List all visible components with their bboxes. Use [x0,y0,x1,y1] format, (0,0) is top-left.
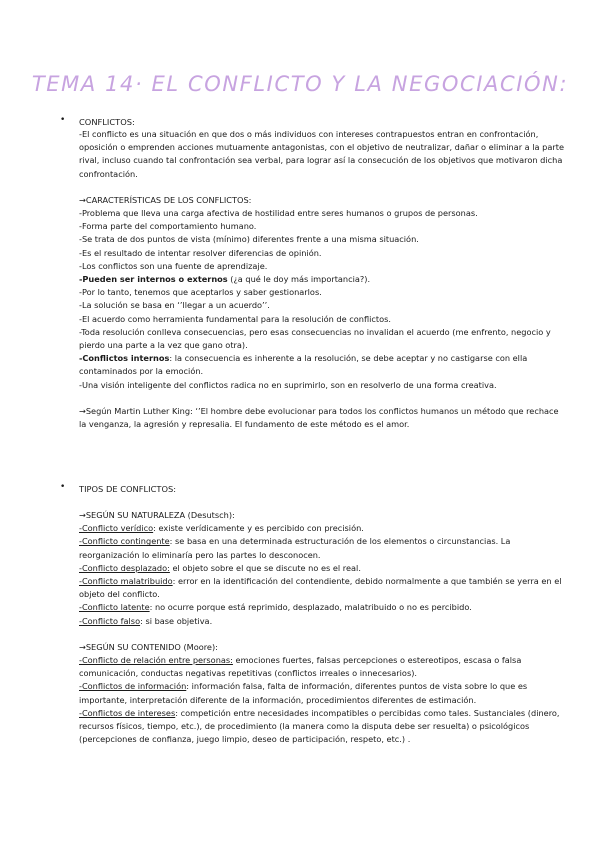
item-text: : si base objetiva. [140,615,213,626]
item-text: : información falsa, falta de información, diferentes puntos de vista sobre lo que es importante, interpretación diferente de la información, procedimientos diferentes de estimación. [79,681,528,705]
caracteristica-item: -Por lo tanto, tenemos que aceptarlos y saber gestionarlos. [79,287,322,298]
underlined-term: -Conflicto contingente [79,536,170,547]
underlined-term: -Conflicto malatribuido [79,576,173,587]
item-text: : la consecuencia es inherente a la resolución, se debe aceptar y no castigarse con ella contaminados por la emoción. [79,353,528,377]
item-text: : error en la identificación del contendiente, debido normalmente a que también se yerra en el objeto del conflicto. [79,576,562,600]
tipo-item [79,654,564,680]
underlined-term: -Conflicto latente [79,602,150,613]
tipos-body [79,509,564,746]
tipo-item [79,601,564,614]
caracteristica-item: -La solución se basa en ‘’llegar a un acuerdo’’. [79,300,270,311]
item-text: : competición entre necesidades incompatibles o percibidas como tales. Sustanciales (dinero, recursos físicos, tiempo, etc.), de procedimiento (la manera como la disputa debe ser resuelta) o psicológicos (percepciones de confianza, juego limpio, deseo de participación, respeto, etc.) . [79,707,560,745]
bullet-dot: • [60,115,66,125]
item-text: : no ocurre porque está reprimido, desplazado, malatribuido o no es percibido. [149,602,472,613]
naturaleza-heading: →SEGÚN SU NATURALEZA (Desutsch): [79,510,235,520]
caracteristica-item: -Una visión inteligente del conflictos radica no en suprimirlo, son en resolverlo de una forma creativa. [79,379,497,390]
conflictos-body [79,128,564,431]
tipo-item [79,707,564,747]
caracteristica-item: -Es el resultado de intentar resolver diferencias de opinión. [79,247,322,258]
tipo-item [79,562,564,575]
underlined-term: -Conflicto falso [79,615,141,626]
item-text: (¿a qué le doy más importancia?). [227,274,371,285]
caracteristica-item: -Forma parte del comportamiento humano. [79,221,257,232]
item-text: el objeto sobre el que se discute no es el real. [169,562,361,573]
mlk-quote: →Según Martin Luther King: ‘’El hombre debe evolucionar para todos los conflictos humanos un método que rechace la venganza, la agresión y represalia. El fundamento de este método es el amor. [79,405,559,430]
caracteristica-item [79,273,564,286]
tipo-item [79,522,564,535]
bullet-dot: • [60,482,66,492]
tipo-item [79,615,564,628]
underlined-term: -Conflictos de información [79,681,187,692]
item-text: emociones fuertes, falsas percepciones o estereotipos, escasa o falsa comunicación, conductas negativas repetitivas (conflictos irreales o innecesarios). [79,655,522,679]
page-title: TEMA 14· EL CONFLICTO Y LA NEGOCIACIÓN: [31,72,569,96]
tipo-item [79,535,564,561]
item-text: : existe verídicamente y es percibido con precisión. [153,523,364,534]
contenido-heading: →SEGÚN SU CONTENIDO (Moore): [79,641,218,652]
underlined-term: -Conflicto verídico [79,523,154,534]
caracteristicas-heading: →CARACTERÍSTICAS DE LOS CONFLICTOS: [79,194,252,205]
section-heading-tipos: TIPOS DE CONFLICTOS: [79,484,177,494]
tipo-item [79,680,564,706]
underlined-term: -Conflictos de intereses [79,707,176,718]
caracteristica-item: -El acuerdo como herramienta fundamental para la resolución de conflictos. [79,313,391,324]
tipo-item [79,575,564,601]
caracteristica-item: -Los conflictos son una fuente de aprendizaje. [79,260,268,271]
bold-term: -Pueden ser internos o externos [79,274,228,285]
caracteristica-item: -Problema que lleva una carga afectiva de hostilidad entre seres humanos o grupos de personas. [79,208,478,219]
underlined-term: -Conflicto de relación entre personas: [79,655,233,666]
caracteristica-item [79,352,564,378]
conflicto-definition: -El conflicto es una situación en que dos o más individuos con intereses contrapuestos entran en confrontación, oposición o emprenden acciones mutuamente antagonistas, con el objetivo de neutralizar, dañar o eliminar a la parte rival, incluso cuando tal confrontación sea verbal, para lograr así la consecución de los objetivos que motivaron dicha confrontación. [79,129,565,179]
caracteristica-item: -Se trata de dos puntos de vista (mínimo) diferentes frente a una misma situación. [79,234,419,245]
bold-term: -Conflictos internos [79,353,170,364]
section-heading-conflictos: CONFLICTOS: [79,117,135,127]
underlined-term: -Conflicto desplazado: [79,562,170,573]
caracteristica-item: -Toda resolución conlleva consecuencias, pero esas consecuencias no invalidan el acuerdo (me enfrento, negocio y pierdo una parte a la vez que gano otra). [79,326,551,351]
item-text: : se basa en una determinada estructuración de los elementos o circunstancias. La reorganización lo eliminaría pero las partes lo desconocen. [79,536,511,560]
